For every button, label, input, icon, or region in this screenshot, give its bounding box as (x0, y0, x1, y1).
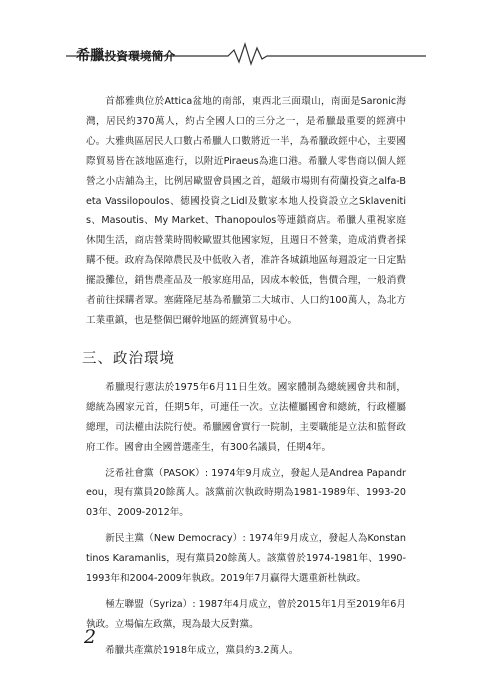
party-paragraph-new-democracy: 新民主黨（New Democracy）: 1974年9月成立，發起人為Konstantinos Karamanlis，現有黨員20餘萬人。該黨曾於1974-1981年、1990-1993年和2004-2009年執政。2019年7月贏得大選重新杜執政。 (86, 533, 406, 585)
party-paragraph-pasok: 泛希社會黨（PASOK）: 1974年9月成立，發起人是Andrea Papandreou，現有黨員20餘萬人。該黨前次執政時期為1981-1989年、1993-2003年、2009-2012年。 (86, 467, 406, 519)
header-title-prefix: 希臘 (76, 48, 105, 64)
page-content (82, 92, 406, 667)
politics-paragraph: 希臘現行憲法於1975年6月11日生效。國家體制為總統國會共和制，總統為國家元首，任期5年，可連任一次。立法權屬國會和總統，行政權屬總理，司法權由法院行使。希臘國會實行一院制，主要職能是立法和監督政府工作。國會由全國普選產生，有300名議員，任期4年。 (86, 381, 406, 453)
header-title-rest: 投資環境簡介 (104, 49, 176, 63)
page-number: 2 (84, 626, 97, 648)
header-title (76, 45, 175, 65)
running-header (66, 40, 426, 66)
party-paragraph-communist: 希臘共產黨於1918年成立，黨員約3.2萬人。 (105, 644, 299, 656)
intro-paragraph: 首都雅典位於Attica盆地的南部，東西北三面環山，南面是Saronic海灣，居民約370萬人，約占全國人口的三分之一，是希臘最重要的經濟中心。大雅典區居民人口數占希臘人口數將近一半，為希臘政經中心，主要國際貿易皆在該地區進行，以附近Piraeus為進口港。希臘人零售商以個人經營之小店舖為主，比例居歐盟會員國之首，超級市場則有荷蘭投資之alfa-Beta Vassilopoulos、德國投資之Lidl及數家本地人投資設立之Sklavenitis、Masoutis、My Market、Thanopoulos等連鎖商店。希臘人重視家庭休閒生活，商店營業時間較歐盟其他國家短，且週日不營業，造成消費者採購不便。政府為保障農民及中低收入者，准許各城鎮地區每週設定一日定點擺設攤位，銷售農產品及一般家庭用品，因成本較低，售價合理，一般消費者前往採購者眾。塞薩隆尼基為希臘第二大城市、人口約100萬人，為北方工業重鎮，也是整個巴爾幹地區的經濟貿易中心。 (86, 96, 406, 326)
section-heading: 三、政治環境 (82, 350, 175, 367)
party-paragraph-syriza: 極左聯盟（Syriza）: 1987年4月成立，曾於2015年1月至2019年6月執政。立場偏左政黨，現為最大反對黨。 (86, 598, 406, 630)
